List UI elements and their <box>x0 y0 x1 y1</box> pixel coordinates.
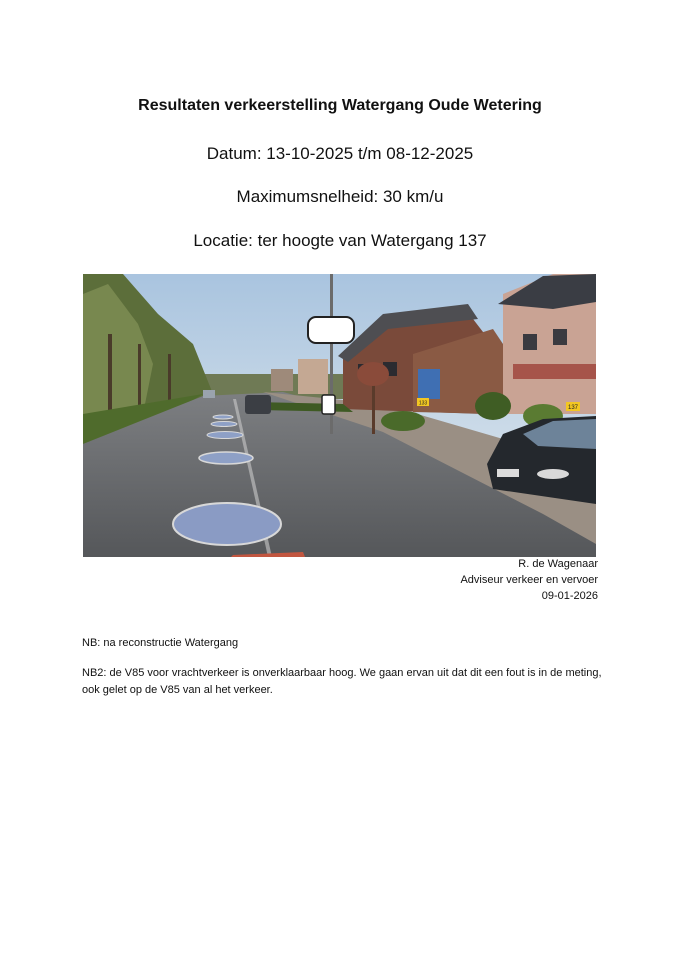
street-photo <box>83 274 596 557</box>
signature-role: Adviseur verkeer en vervoer <box>460 574 598 586</box>
house-number-133: 133 <box>418 400 428 407</box>
date-range: Datum: 13-10-2025 t/m 08-12-2025 <box>206 144 474 163</box>
note-nb1: NB: na reconstructie Watergang <box>82 637 239 649</box>
signature-date: 09-01-2026 <box>541 590 598 602</box>
location: Locatie: ter hoogte van Watergang 137 <box>193 231 487 250</box>
speed-limit: Maximumsnelheid: 30 km/u <box>236 187 444 206</box>
note-nb2: NB2: de V85 voor vrachtverkeer is onverklaarbaar hoog. We gaan ervan uit dat dit een fout is in de meting, ook gelet op de V85 van al het verkeer. <box>82 667 602 696</box>
house-number-137: 137 <box>567 405 579 411</box>
document-title: Resultaten verkeerstelling Watergang Oude Wetering <box>138 97 542 114</box>
signature-name: R. de Wagenaar <box>518 558 598 570</box>
